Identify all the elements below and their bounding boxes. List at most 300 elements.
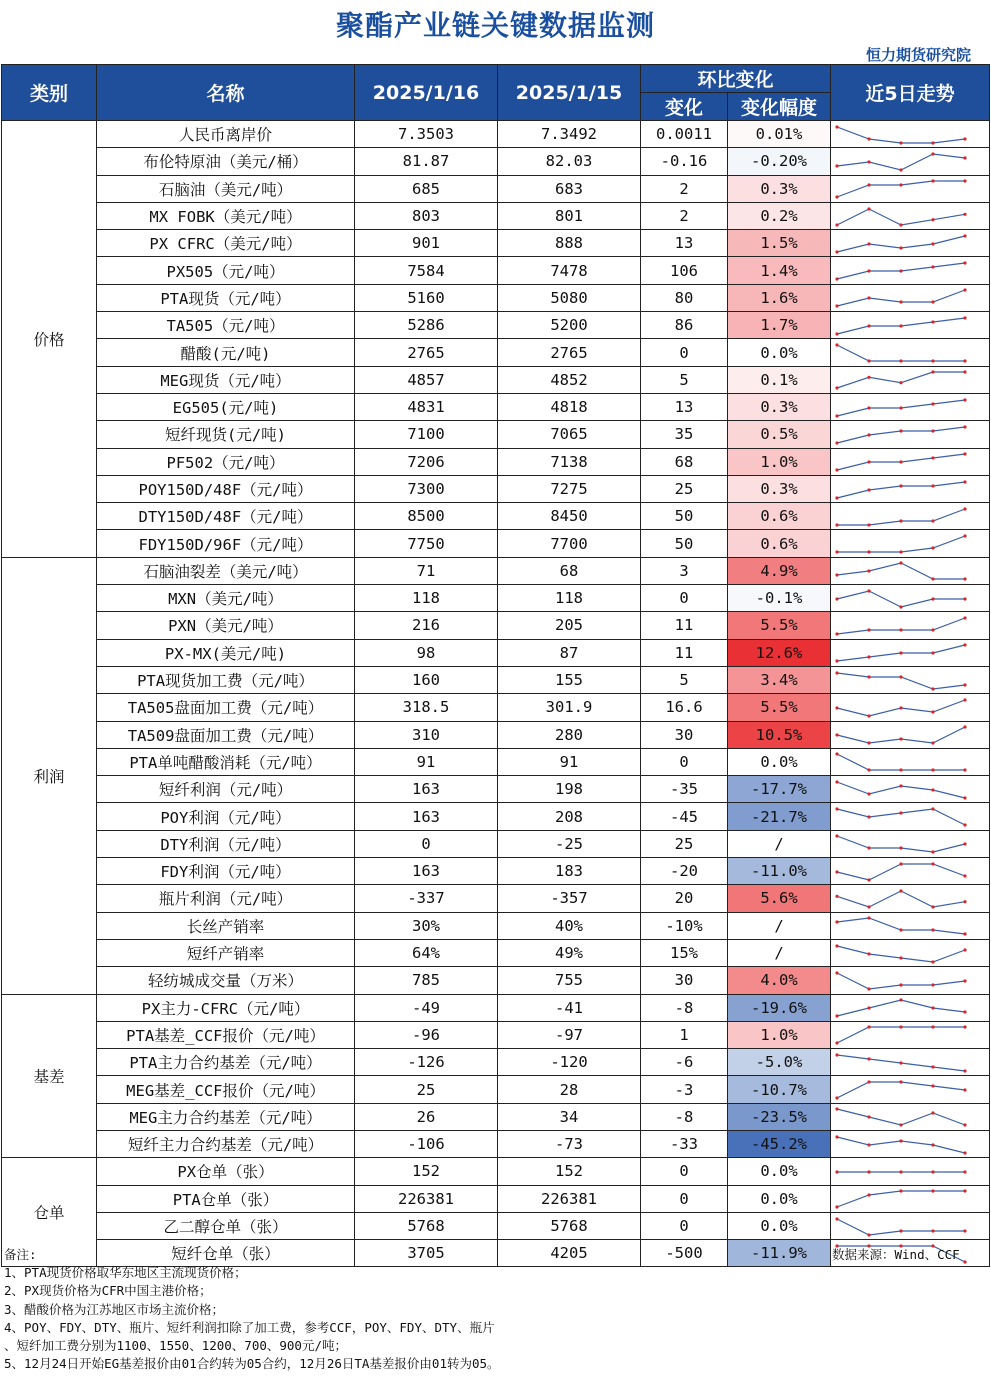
value-date2-cell: 4205 bbox=[498, 1240, 641, 1267]
trend-point bbox=[835, 706, 838, 709]
trend-sparkline bbox=[831, 340, 974, 365]
trend-sparkline bbox=[831, 176, 974, 201]
table-row bbox=[2, 1021, 990, 1048]
trend-point bbox=[867, 1170, 870, 1173]
trend-point bbox=[835, 278, 838, 281]
change-cell: -8 bbox=[641, 1103, 728, 1130]
table-row bbox=[2, 202, 990, 229]
change-pct-cell: -11.9% bbox=[728, 1240, 831, 1267]
name-cell: PX仓单（张） bbox=[97, 1158, 355, 1185]
change-pct-cell: / bbox=[728, 939, 831, 966]
trend-point bbox=[835, 1170, 838, 1173]
table-row bbox=[2, 230, 990, 257]
trend-point bbox=[835, 1135, 838, 1138]
trend-sparkline-cell bbox=[831, 284, 990, 311]
notes bbox=[4, 1246, 824, 1373]
trend-sparkline bbox=[831, 449, 974, 474]
trend-point bbox=[867, 815, 870, 818]
name-cell: PX505（元/吨） bbox=[97, 257, 355, 284]
table-row bbox=[2, 366, 990, 393]
change-pct-cell: 0.0% bbox=[728, 1158, 831, 1185]
category-cell: 价格 bbox=[2, 121, 97, 558]
name-cell: 短纤利润（元/吨） bbox=[97, 776, 355, 803]
trend-point bbox=[835, 671, 838, 674]
table-row bbox=[2, 421, 990, 448]
table-row bbox=[2, 939, 990, 966]
trend-line bbox=[837, 563, 965, 579]
value-date1-cell: 71 bbox=[355, 557, 498, 584]
value-date2-cell: 198 bbox=[498, 776, 641, 803]
table-row bbox=[2, 557, 990, 584]
trend-sparkline-cell bbox=[831, 503, 990, 530]
trend-point bbox=[963, 874, 966, 877]
trend-point bbox=[835, 250, 838, 253]
name-cell: 短纤产销率 bbox=[97, 939, 355, 966]
trend-point bbox=[867, 324, 870, 327]
value-date1-cell: -126 bbox=[355, 1049, 498, 1076]
trend-point bbox=[931, 597, 934, 600]
trend-point bbox=[963, 359, 966, 362]
value-date2-cell: -357 bbox=[498, 885, 641, 912]
change-pct-cell: 5.5% bbox=[728, 612, 831, 639]
trend-point bbox=[835, 895, 838, 898]
trend-sparkline-cell bbox=[831, 1076, 990, 1103]
change-pct-cell: 3.4% bbox=[728, 666, 831, 693]
trend-sparkline bbox=[831, 477, 974, 502]
trend-sparkline-cell bbox=[831, 339, 990, 366]
name-cell: POY150D/48F（元/吨） bbox=[97, 475, 355, 502]
change-cell: 50 bbox=[641, 530, 728, 557]
trend-line bbox=[837, 154, 965, 170]
name-cell: PX CFRC（美元/吨） bbox=[97, 230, 355, 257]
trend-point bbox=[899, 811, 902, 814]
trend-point bbox=[835, 332, 838, 335]
change-cell: 30 bbox=[641, 967, 728, 994]
name-cell: DTY利润（元/吨） bbox=[97, 830, 355, 857]
trend-point bbox=[963, 453, 966, 456]
trend-sparkline bbox=[831, 968, 974, 993]
name-cell: PXN（美元/吨） bbox=[97, 612, 355, 639]
value-date2-cell: 205 bbox=[498, 612, 641, 639]
value-date2-cell: 888 bbox=[498, 230, 641, 257]
name-cell: POY利润（元/吨） bbox=[97, 803, 355, 830]
trend-point bbox=[867, 242, 870, 245]
change-pct-cell: 0.0% bbox=[728, 1185, 831, 1212]
trend-sparkline bbox=[831, 122, 974, 147]
table-row bbox=[2, 885, 990, 912]
trend-point bbox=[899, 359, 902, 362]
trend-sparkline-cell bbox=[831, 721, 990, 748]
value-date2-cell: 7478 bbox=[498, 257, 641, 284]
trend-point bbox=[899, 406, 902, 409]
change-pct-cell: -45.2% bbox=[728, 1130, 831, 1157]
trend-sparkline bbox=[831, 1186, 974, 1211]
value-date2-cell: 801 bbox=[498, 202, 641, 229]
trend-point bbox=[963, 1190, 966, 1193]
trend-line bbox=[837, 536, 965, 552]
name-cell: EG505(元/吨) bbox=[97, 393, 355, 420]
trend-point bbox=[835, 441, 838, 444]
change-cell: 0 bbox=[641, 748, 728, 775]
change-cell: 0 bbox=[641, 1158, 728, 1185]
change-cell: 0 bbox=[641, 339, 728, 366]
change-cell: 20 bbox=[641, 885, 728, 912]
change-pct-cell: -5.0% bbox=[728, 1049, 831, 1076]
change-pct-cell: 0.3% bbox=[728, 175, 831, 202]
change-cell: 5 bbox=[641, 666, 728, 693]
value-date2-cell: -120 bbox=[498, 1049, 641, 1076]
change-pct-cell: 1.6% bbox=[728, 284, 831, 311]
trend-point bbox=[867, 628, 870, 631]
name-cell: PTA现货加工费（元/吨） bbox=[97, 666, 355, 693]
trend-sparkline bbox=[831, 558, 974, 583]
trend-point bbox=[931, 929, 934, 932]
trend-point bbox=[963, 137, 966, 140]
trend-point bbox=[899, 956, 902, 959]
change-pct-cell: 0.3% bbox=[728, 475, 831, 502]
value-date2-cell: 5200 bbox=[498, 312, 641, 339]
value-date1-cell: 118 bbox=[355, 585, 498, 612]
change-cell: 0 bbox=[641, 1185, 728, 1212]
trend-point bbox=[835, 1108, 838, 1111]
trend-sparkline bbox=[831, 1050, 974, 1075]
trend-point bbox=[931, 1190, 934, 1193]
name-cell: 人民币离岸价 bbox=[97, 121, 355, 148]
change-cell: -45 bbox=[641, 803, 728, 830]
trend-point bbox=[963, 796, 966, 799]
trend-sparkline bbox=[831, 367, 974, 392]
change-pct-cell: -0.1% bbox=[728, 585, 831, 612]
value-date2-cell: 5768 bbox=[498, 1212, 641, 1239]
value-date1-cell: 8500 bbox=[355, 503, 498, 530]
trend-line bbox=[837, 1027, 965, 1043]
change-cell: 13 bbox=[641, 393, 728, 420]
trend-sparkline bbox=[831, 668, 974, 693]
value-date1-cell: 7300 bbox=[355, 475, 498, 502]
change-pct-cell: 0.01% bbox=[728, 121, 831, 148]
table-row bbox=[2, 121, 990, 148]
name-cell: DTY150D/48F（元/吨） bbox=[97, 503, 355, 530]
trend-point bbox=[963, 616, 966, 619]
trend-sparkline-cell bbox=[831, 1103, 990, 1130]
trend-point bbox=[931, 359, 934, 362]
trend-point bbox=[899, 889, 902, 892]
trend-point bbox=[835, 223, 838, 226]
trend-sparkline-cell bbox=[831, 530, 990, 557]
change-pct-cell: 10.5% bbox=[728, 721, 831, 748]
value-date1-cell: 4857 bbox=[355, 366, 498, 393]
trend-point bbox=[867, 433, 870, 436]
trend-sparkline bbox=[831, 231, 974, 256]
value-date1-cell: 5160 bbox=[355, 284, 498, 311]
name-cell: PTA现货（元/吨） bbox=[97, 284, 355, 311]
trend-point bbox=[835, 305, 838, 308]
table-row bbox=[2, 721, 990, 748]
trend-point bbox=[867, 878, 870, 881]
table-row bbox=[2, 967, 990, 994]
trend-sparkline-cell bbox=[831, 612, 990, 639]
change-cell: 68 bbox=[641, 448, 728, 475]
trend-point bbox=[867, 406, 870, 409]
trend-sparkline-cell bbox=[831, 748, 990, 775]
trend-point bbox=[867, 769, 870, 772]
trend-line bbox=[837, 181, 965, 197]
value-date1-cell: 5286 bbox=[355, 312, 498, 339]
trend-point bbox=[835, 944, 838, 947]
name-cell: MEG主力合约基差（元/吨） bbox=[97, 1103, 355, 1130]
trend-point bbox=[867, 376, 870, 379]
trend-point bbox=[963, 726, 966, 729]
trend-point bbox=[835, 469, 838, 472]
change-cell: 1 bbox=[641, 1021, 728, 1048]
trend-sparkline-cell bbox=[831, 393, 990, 420]
table-body bbox=[2, 121, 990, 1267]
trend-point bbox=[963, 316, 966, 319]
value-date2-cell: 4852 bbox=[498, 366, 641, 393]
trend-point bbox=[899, 270, 902, 273]
trend-point bbox=[931, 851, 934, 854]
trend-sparkline bbox=[831, 531, 974, 556]
change-pct-cell: 0.0% bbox=[728, 748, 831, 775]
trend-point bbox=[867, 1057, 870, 1060]
page-title: 聚酯产业链关键数据监测 bbox=[335, 9, 655, 42]
header-change-pct: 变化幅度 bbox=[728, 93, 831, 121]
trend-sparkline bbox=[831, 886, 974, 911]
header-change: 变化 bbox=[641, 93, 728, 121]
change-cell: 25 bbox=[641, 830, 728, 857]
trend-point bbox=[867, 952, 870, 955]
trend-sparkline bbox=[831, 695, 974, 720]
trend-line bbox=[837, 290, 965, 306]
trend-sparkline-cell bbox=[831, 175, 990, 202]
trend-sparkline-cell bbox=[831, 366, 990, 393]
trend-sparkline bbox=[831, 1104, 974, 1129]
trend-point bbox=[931, 1084, 934, 1087]
trend-sparkline bbox=[831, 722, 974, 747]
trend-point bbox=[963, 480, 966, 483]
name-cell: PTA主力合约基差（元/吨） bbox=[97, 1049, 355, 1076]
value-date2-cell: 118 bbox=[498, 585, 641, 612]
trend-point bbox=[931, 402, 934, 405]
trend-point bbox=[899, 929, 902, 932]
trend-point bbox=[867, 987, 870, 990]
trend-point bbox=[963, 262, 966, 265]
table-row bbox=[2, 639, 990, 666]
trend-point bbox=[963, 979, 966, 982]
value-date2-cell: 755 bbox=[498, 967, 641, 994]
trend-sparkline-cell bbox=[831, 858, 990, 885]
table-row bbox=[2, 585, 990, 612]
change-cell: 11 bbox=[641, 639, 728, 666]
trend-point bbox=[867, 792, 870, 795]
table-row bbox=[2, 612, 990, 639]
value-date1-cell: 152 bbox=[355, 1158, 498, 1185]
trend-sparkline bbox=[831, 586, 974, 611]
name-cell: MEG基差_CCF报价（元/吨） bbox=[97, 1076, 355, 1103]
trend-point bbox=[899, 168, 902, 171]
value-date2-cell: 2765 bbox=[498, 339, 641, 366]
value-date1-cell: 785 bbox=[355, 967, 498, 994]
value-date1-cell: 226381 bbox=[355, 1185, 498, 1212]
trend-point bbox=[899, 999, 902, 1002]
trend-point bbox=[963, 1124, 966, 1127]
change-cell: 50 bbox=[641, 503, 728, 530]
value-date1-cell: 803 bbox=[355, 202, 498, 229]
trend-point bbox=[867, 1233, 870, 1236]
value-date1-cell: 685 bbox=[355, 175, 498, 202]
trend-point bbox=[963, 769, 966, 772]
trend-point bbox=[835, 1053, 838, 1056]
trend-sparkline-cell bbox=[831, 967, 990, 994]
change-pct-cell: 5.5% bbox=[728, 694, 831, 721]
trend-line bbox=[837, 1109, 965, 1125]
trend-sparkline-cell bbox=[831, 1185, 990, 1212]
trend-point bbox=[835, 870, 838, 873]
trend-point bbox=[963, 234, 966, 237]
change-pct-cell: / bbox=[728, 912, 831, 939]
trend-line bbox=[837, 1082, 965, 1098]
change-cell: 0 bbox=[641, 585, 728, 612]
header-name: 名称 bbox=[97, 65, 355, 121]
trend-point bbox=[867, 488, 870, 491]
name-cell: 石脑油裂差（美元/吨） bbox=[97, 557, 355, 584]
trend-point bbox=[835, 387, 838, 390]
table-row bbox=[2, 1103, 990, 1130]
value-date1-cell: 30% bbox=[355, 912, 498, 939]
table-row bbox=[2, 1049, 990, 1076]
trend-sparkline-cell bbox=[831, 939, 990, 966]
trend-sparkline-cell bbox=[831, 803, 990, 830]
organization-label: 恒力期货研究院 bbox=[865, 46, 971, 64]
trend-point bbox=[899, 1170, 902, 1173]
trend-sparkline bbox=[831, 831, 974, 856]
table-row bbox=[2, 475, 990, 502]
name-cell: 长丝产销率 bbox=[97, 912, 355, 939]
header-change-group: 环比变化 bbox=[641, 65, 831, 93]
trend-sparkline bbox=[831, 395, 974, 420]
trend-sparkline-cell bbox=[831, 257, 990, 284]
value-date1-cell: 81.87 bbox=[355, 148, 498, 175]
header-trend: 近5日走势 bbox=[831, 65, 990, 121]
trend-point bbox=[931, 266, 934, 269]
change-cell: 35 bbox=[641, 421, 728, 448]
trend-point bbox=[963, 1026, 966, 1029]
value-date2-cell: -73 bbox=[498, 1130, 641, 1157]
trend-point bbox=[835, 660, 838, 663]
table-row bbox=[2, 666, 990, 693]
value-date2-cell: 8450 bbox=[498, 503, 641, 530]
table-row bbox=[2, 530, 990, 557]
table-row bbox=[2, 830, 990, 857]
trend-sparkline bbox=[831, 859, 974, 884]
trend-point bbox=[899, 1139, 902, 1142]
value-date1-cell: 7.3503 bbox=[355, 121, 498, 148]
trend-point bbox=[931, 320, 934, 323]
change-cell: -6 bbox=[641, 1049, 728, 1076]
trend-point bbox=[899, 429, 902, 432]
trend-point bbox=[835, 1206, 838, 1209]
name-cell: FDY利润（元/吨） bbox=[97, 858, 355, 885]
change-pct-cell: -0.20% bbox=[728, 148, 831, 175]
change-pct-cell: 12.6% bbox=[728, 639, 831, 666]
value-date2-cell: 5080 bbox=[498, 284, 641, 311]
category-cell: 基差 bbox=[2, 994, 97, 1158]
trend-line bbox=[837, 236, 965, 252]
trend-sparkline bbox=[831, 913, 974, 938]
name-cell: PTA基差_CCF报价（元/吨） bbox=[97, 1021, 355, 1048]
trend-sparkline bbox=[831, 640, 974, 665]
table-row bbox=[2, 1130, 990, 1157]
trend-point bbox=[963, 683, 966, 686]
name-cell: MEG现货（元/吨） bbox=[97, 366, 355, 393]
trend-point bbox=[835, 125, 838, 128]
value-date2-cell: 40% bbox=[498, 912, 641, 939]
trend-point bbox=[899, 301, 902, 304]
change-cell: 25 bbox=[641, 475, 728, 502]
trend-sparkline-cell bbox=[831, 666, 990, 693]
category-cell: 利润 bbox=[2, 557, 97, 994]
trend-point bbox=[899, 983, 902, 986]
name-cell: 短纤现货(元/吨) bbox=[97, 421, 355, 448]
trend-sparkline-cell bbox=[831, 912, 990, 939]
trend-point bbox=[931, 1170, 934, 1173]
note-line: 4、POY、FDY、DTY、瓶片、短纤利润扣除了加工费，参考CCF，POY、FDY、DTY、瓶片 bbox=[4, 1319, 495, 1335]
trend-point bbox=[835, 1217, 838, 1220]
change-cell: -33 bbox=[641, 1130, 728, 1157]
change-pct-cell: 1.5% bbox=[728, 230, 831, 257]
trend-point bbox=[931, 807, 934, 810]
trend-point bbox=[867, 1116, 870, 1119]
change-cell: 13 bbox=[641, 230, 728, 257]
trend-point bbox=[899, 605, 902, 608]
trend-point bbox=[963, 398, 966, 401]
trend-point bbox=[963, 1011, 966, 1014]
trend-point bbox=[931, 519, 934, 522]
trend-point bbox=[899, 141, 902, 144]
trend-sparkline-cell bbox=[831, 830, 990, 857]
change-pct-cell: 1.7% bbox=[728, 312, 831, 339]
value-date1-cell: -96 bbox=[355, 1021, 498, 1048]
name-cell: 布伦特原油（美元/桶） bbox=[97, 148, 355, 175]
value-date1-cell: 4831 bbox=[355, 393, 498, 420]
trend-sparkline bbox=[831, 613, 974, 638]
note-line: 2、PX现货价格为CFR中国主港价格； bbox=[4, 1283, 212, 1299]
trend-sparkline bbox=[831, 941, 974, 966]
trend-point bbox=[931, 1112, 934, 1115]
change-pct-cell: -23.5% bbox=[728, 1103, 831, 1130]
trend-point bbox=[963, 843, 966, 846]
name-cell: 瓶片利润（元/吨） bbox=[97, 885, 355, 912]
trend-sparkline-cell bbox=[831, 148, 990, 175]
value-date2-cell: 683 bbox=[498, 175, 641, 202]
trend-point bbox=[867, 714, 870, 717]
table-row bbox=[2, 175, 990, 202]
trend-point bbox=[931, 788, 934, 791]
trend-point bbox=[963, 1170, 966, 1173]
name-cell: MXN（美元/吨） bbox=[97, 585, 355, 612]
trend-point bbox=[835, 414, 838, 417]
trend-point bbox=[899, 1061, 902, 1064]
trend-point bbox=[867, 1026, 870, 1029]
change-cell: 30 bbox=[641, 721, 728, 748]
value-date2-cell: 34 bbox=[498, 1103, 641, 1130]
change-pct-cell: -11.0% bbox=[728, 858, 831, 885]
trend-point bbox=[867, 523, 870, 526]
trend-point bbox=[963, 156, 966, 159]
trend-point bbox=[835, 1042, 838, 1045]
trend-point bbox=[963, 1069, 966, 1072]
change-pct-cell: 0.5% bbox=[728, 421, 831, 448]
